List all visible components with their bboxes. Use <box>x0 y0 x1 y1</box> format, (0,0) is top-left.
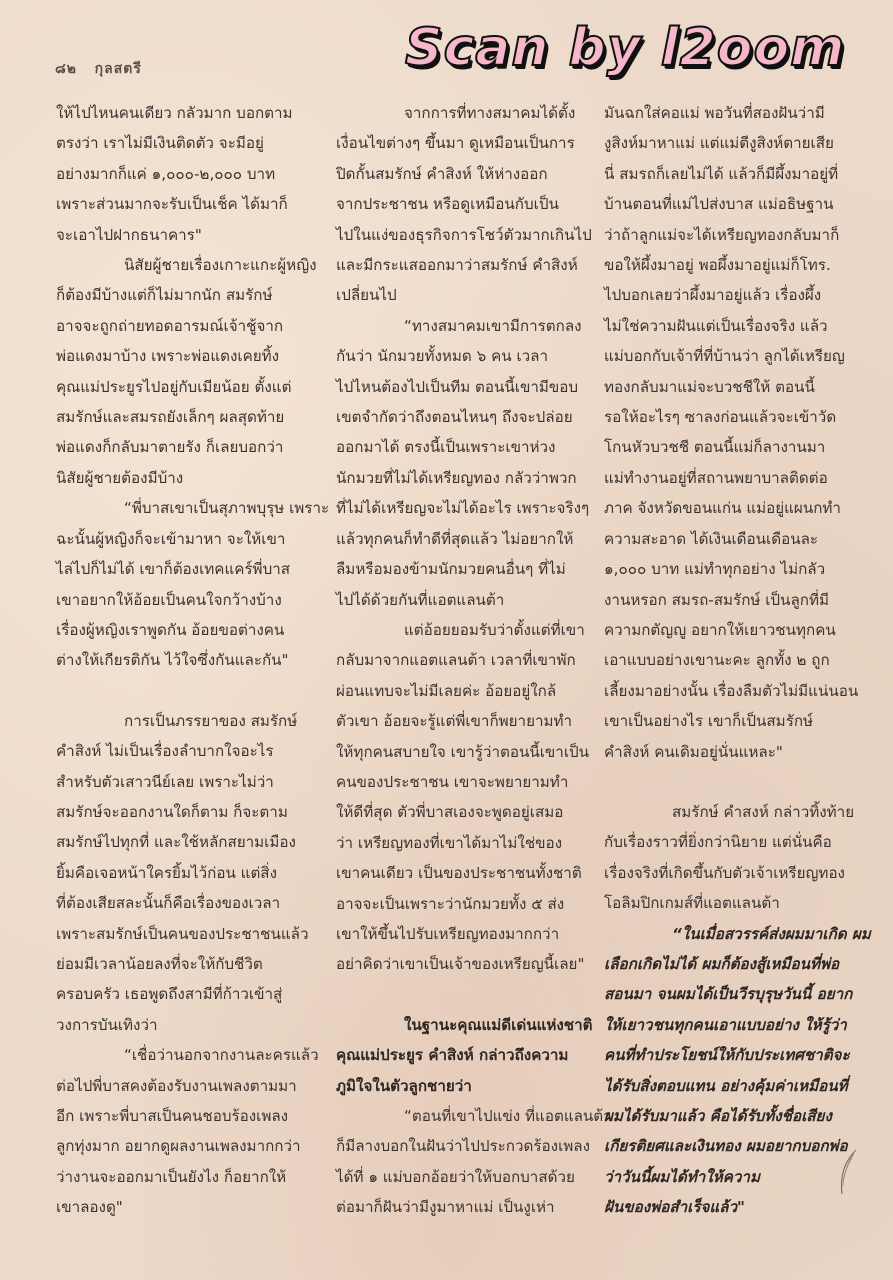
text-line: ยิ้มคือเจอหน้าใครยิ้มไว้ก่อน แต่สิ่ง <box>56 863 277 882</box>
text-line: เขาให้ขึ้นไปรับเหรียญทองมากกว่า <box>336 924 560 943</box>
text-line: กลับมาจากแอตแลนต้า เวลาที่เขาพัก <box>336 651 576 670</box>
text-line: ลูกทุ่งมาก อยากดูผลงานเพลงมากกว่า <box>56 1137 301 1156</box>
text-line: ได้ที่ ๑ แม่บอกอ้อยว่าให้บอกบาสด้วย <box>336 1167 575 1186</box>
text-line: ภูมิใจในตัวลูกชายว่า <box>336 1076 472 1095</box>
text-line: ว่างานจะออกมาเป็นยังไง ก็อยากให้ <box>56 1167 287 1186</box>
text-line: ฝันของพ่อสำเร็จแล้ว" <box>604 1198 745 1217</box>
text-line: คุณแม่ประยูร คำสิงห์ กล่าวถึงความ <box>336 1046 569 1065</box>
text-line: โอลิมปิกเกมส์ที่แอตแลนต้า <box>604 894 780 913</box>
text-line: ปิดกั้นสมรักษ์ คำสิงห์ ให้ห่างออก <box>336 164 548 183</box>
text-line: ไปในแง่ของธุรกิจการโชว์ตัวมากเกินไป <box>336 225 592 244</box>
text-line: ให้ดีที่สุด ตัวพี่บาสเองจะพูดอยู่เสมอ <box>336 803 564 822</box>
text-line: ที่ต้องเสียสละนั้นก็คือเรื่องของเวลา <box>56 894 281 913</box>
text-line: ฉะนั้นผู้หญิงก็จะเข้ามาหา จะให้เขา <box>56 529 286 548</box>
text-line: ที่ไม่ได้เหรียญจะไม่ได้อะไร เพราะจริงๆ <box>336 499 590 518</box>
scan-watermark: Scan by l2oom <box>405 18 846 78</box>
text-line: เกียรติยศและเงินทอง ผมอยากบอกพ่อ <box>604 1137 848 1156</box>
text-line: ไปได้ด้วยกันที่แอตแลนต้า <box>336 590 505 609</box>
text-line: คำสิงห์ ไม่เป็นเรื่องลำบากใจอะไร <box>56 742 274 761</box>
text-line: เขาคนเดียว เป็นของประชาชนทั้งชาติ <box>336 864 582 883</box>
body-paragraph <box>336 311 598 615</box>
text-line: สมรักษ์ไปทุกที่ และใช้หลักสยามเมือง <box>56 833 296 852</box>
text-line: พ่อแดงมาบ้าง เพราะพ่อแดงเคยทิ้ง <box>56 347 280 366</box>
text-line: ต่างให้เกียรติกัน ไว้ใจซึ่งกันและกัน" <box>56 651 289 670</box>
text-line: อาจจะเป็นเพราะว่านักมวยทั้ง ๕ ส่ง <box>336 894 565 913</box>
text-line: “ตอนที่เขาไปแข่ง ที่แอตแลนต้า <box>404 1107 612 1125</box>
paragraph-spacer <box>336 980 598 1010</box>
text-line: เพราะสมรักษ์เป็นคนของประชาชนแล้ว <box>56 924 309 943</box>
text-line: มันฉกใส่คอแม่ พอวันที่สองฝันว่ามี <box>604 104 825 122</box>
text-line: ความสะอาด ได้เงินเดือนเดือนละ <box>604 529 819 548</box>
text-line: นักมวยที่ไม่ได้เหรียญทอง กลัวว่าพวก <box>336 468 577 487</box>
text-line: สมรักษ์จะออกงานใดก็ตาม ก็จะตาม <box>56 802 288 821</box>
body-paragraph <box>336 98 598 311</box>
text-line: ให้เยาวชนทุกคนเอาแบบอย่าง ให้รู้ว่า <box>604 1015 847 1034</box>
text-line: ครอบครัว เธอพูดถึงสามีที่ก้าวเข้าสู่ <box>56 985 283 1004</box>
text-line: ไปบอกเลยว่าผึ้งมาอยู่แล้ว เรื่องผึ้ง <box>604 286 822 305</box>
article-column-2 <box>336 98 612 1223</box>
text-line: ผมได้รับมาแล้ว คือได้รับทั้งชื่อเสียง <box>604 1107 832 1125</box>
text-line: ตรงว่า เราไม่มีเงินติดตัว จะมีอยู่ <box>56 134 264 153</box>
text-line: กับเรื่องราวที่ยิ่งกว่านิยาย แต่นั่นคือ <box>604 833 832 852</box>
text-line: งูสิงห์มาหาแม่ แต่แม่ตีงูสิงห์ตายเสีย <box>604 134 834 153</box>
text-line: ภาค จังหวัดขอนแก่น แม่อยู่แผนกทำ <box>604 499 841 518</box>
text-line: วงการบันเทิงว่า <box>56 1015 158 1034</box>
text-line: รอให้อะไรๆ ซาลงก่อนแล้วจะเข้าวัด <box>604 408 837 427</box>
text-line: และมีกระแสออกมาว่าสมรักษ์ คำสิงห์ <box>336 256 578 275</box>
text-line: แม่บอกกับเจ้าที่ที่บ้านว่า ลูกได้เหรียญ <box>604 347 845 366</box>
text-line: ตัวเขา อ้อยจะรู้แต่พี่เขาก็พยายามทำ <box>336 712 573 731</box>
text-line: ๑,๐๐๐ บาท แม่ทำทุกอย่าง ไม่กลัว <box>604 560 826 579</box>
text-line: คนของประชาชน เขาจะพยายามทำ <box>336 772 569 791</box>
text-line: เรื่องผู้หญิงเราพูดกัน อ้อยขอต่างคน <box>56 620 285 639</box>
text-line: ว่าวันนี้ผมได้ทำให้ความ <box>604 1167 760 1186</box>
text-line: อย่าคิดว่าเขาเป็นเจ้าของเหรียญนี้เลย" <box>336 955 585 974</box>
text-line: ไม่ใช่ความฝันแต่เป็นเรื่องจริง แล้ว <box>604 316 828 335</box>
article-column-3 <box>604 98 871 1223</box>
text-line: จากประชาชน หรือดูเหมือนกับเป็น <box>336 195 559 214</box>
text-line: พ่อแดงก็กลับมาตายรัง ก็เลยบอกว่า <box>56 438 284 457</box>
text-line: “ทางสมาคมเขามีการตกลง <box>404 316 582 335</box>
body-paragraph <box>56 1040 318 1222</box>
text-line: ก็มีลางบอกในฝันว่าไปประกวดร้องเพลง <box>336 1137 590 1156</box>
text-line: ขอให้ผึ้งมาอยู่ พอผึ้งมาอยู่แม่ก็โทร. <box>604 256 831 275</box>
text-line: ลืมหรือมองข้ามนักมวยคนอื่นๆ ที่ไม่ <box>336 560 566 579</box>
text-line: แล้วทุกคนก็ทำดีที่สุดแล้ว ไม่อยากให้ <box>336 529 574 548</box>
paragraph-spacer <box>56 676 318 706</box>
text-line: เลือกเกิดไม่ได้ ผมก็ต้องสู้เหมือนที่พ่อ <box>604 954 840 973</box>
magazine-name: กุลสตรี <box>94 61 142 77</box>
text-line: ในฐานะคุณแม่ดีเด่นแห่งชาติ <box>404 1015 593 1034</box>
text-line: เขาเป็นอย่างไร เขาก็เป็นสมรักษ์ <box>604 712 814 731</box>
text-line: สมรักษ์และสมรถยังเล็กๆ ผลสุดท้าย <box>56 408 285 427</box>
page-header <box>55 58 142 80</box>
body-paragraph <box>56 493 330 675</box>
text-line: เขตจำกัดว่าถึงตอนไหนๆ ถึงจะปล่อย <box>336 408 573 427</box>
text-line: โกนหัวบวชชี ตอนนี้แม่ก็ลางานมา <box>604 438 826 457</box>
text-line: แต่อ้อยยอมรับว่าตั้งแต่ที่เขา <box>404 620 585 639</box>
text-line: สำหรับตัวเสาวนีย์เลย เพราะไม่ว่า <box>56 772 274 791</box>
text-line: งานหรอก สมรถ-สมรักษ์ เป็นลูกที่มี <box>604 590 829 609</box>
text-line: การเป็นภรรยาของ สมรักษ์ <box>124 711 298 730</box>
body-paragraph <box>56 706 318 1040</box>
text-line: เลี้ยงมาอย่างนั้น เรื่องลืมตัวไม่มีแน่นอน <box>604 681 859 700</box>
text-line: เปลี่ยนไป <box>336 286 397 305</box>
text-line: “พี่บาสเขาเป็นสุภาพบุรุษ เพราะ <box>124 499 330 518</box>
text-line: เพราะส่วนมากจะรับเป็นเช็ค ได้มาก็ <box>56 195 288 214</box>
text-line: จะเอาไปฝากธนาคาร" <box>56 225 202 244</box>
text-line: อาจจะถูกถ่ายทอดอารมณ์เจ้าชู้จาก <box>56 316 284 335</box>
text-line: “ในเมื่อสวรรค์ส่งผมมาเกิด ผม <box>672 924 871 943</box>
text-line: เอาแบบอย่างเขานะคะ ลูกทั้ง ๒ ถูก <box>604 651 830 670</box>
text-line: ไล่ไปก็ไม่ได้ เขาก็ต้องเทคแคร์พี่บาส <box>56 560 291 579</box>
feather-end-mark-icon <box>836 1148 862 1198</box>
text-line: คนที่ทำประโยชน์ให้กับประเทศชาติจะ <box>604 1046 850 1065</box>
text-line: แม่ทำงานอยู่ที่สถานพยาบาลติดต่อ <box>604 468 828 487</box>
text-line: ผ่อนแทบจะไม่มีเลยค่ะ อ้อยอยู่ใกล้ <box>336 681 557 700</box>
text-line: ออกมาได้ ตรงนี้เป็นเพราะเขาห่วง <box>336 438 556 457</box>
text-line: ก็ต้องมีบ้างแต่ก็ไม่มากนัก สมรักษ์ <box>56 286 273 305</box>
text-line: “เชื่อว่านอกจากงานละครแล้ว <box>124 1046 319 1065</box>
text-line: ทองกลับมาแม่จะบวชชีให้ ตอนนี้ <box>604 377 815 396</box>
text-line: นี่ สมรถก็เลยไม่ได้ แล้วก็มีผึ้งมาอยู่ที่ <box>604 164 839 183</box>
text-line: สมรักษ์ คำสงห์ กล่าวทิ้งท้าย <box>672 802 855 821</box>
text-line: เขาลองดู" <box>56 1198 123 1217</box>
body-paragraph <box>604 797 866 919</box>
text-line: เรื่องจริงที่เกิดขึ้นกับตัวเจ้าเหรียญทอง <box>604 863 845 882</box>
text-line: ต่อไปพี่บาสคงต้องรับงานเพลงตามมา <box>56 1076 297 1095</box>
text-line: ให้ทุกคนสบายใจ เขารู้ว่าตอนนี้เขาเป็น <box>336 742 590 761</box>
text-line: นิสัยผู้ชายต้องมีบ้าง <box>56 468 184 487</box>
text-line: ว่า เหรียญทองที่เขาได้มาไม่ใช่ของ <box>336 833 563 852</box>
text-line: สอนมา จนผมได้เป็นวีรบุรุษวันนี้ อยาก <box>604 985 853 1004</box>
closing-quote-paragraph <box>604 919 871 1223</box>
body-paragraph <box>56 250 318 493</box>
text-line: ความกตัญญู อยากให้เยาวชนทุกคน <box>604 620 836 639</box>
text-line: บ้านตอนที่แม่ไปส่งบาส แม่อธิษฐาน <box>604 195 834 214</box>
subheading-paragraph <box>336 1010 598 1101</box>
text-line: ย่อมมีเวลาน้อยลงที่จะให้กับชีวิต <box>56 954 263 973</box>
text-line: ไปไหนต้องไปเป็นทีม ตอนนี้เขามีขอบ <box>336 377 579 396</box>
body-paragraph <box>336 1101 612 1223</box>
paragraph-spacer <box>604 767 866 797</box>
text-line: เขาอยากให้อ้อยเป็นคนใจกว้างบ้าง <box>56 590 282 609</box>
text-line: เงื่อนไขต่างๆ ขึ้นมา ดูเหมือนเป็นการ <box>336 134 575 153</box>
text-line: คำสิงห์ คนเดิมอยู่นั่นแหละ" <box>604 742 783 761</box>
article-column-1 <box>56 98 330 1223</box>
text-line: ว่าถ้าลูกแม่จะได้เหรียญทองกลับมาก็ <box>604 225 840 244</box>
text-line: นิสัยผู้ชายเรื่องเกาะแกะผู้หญิง <box>124 256 317 275</box>
text-line: คุณแม่ประยูรไปอยู่กับเมียน้อย ตั้งแต่ <box>56 377 292 396</box>
text-line: ได้รับสิ่งตอบแทน อย่างคุ้มค่าเหมือนที่ <box>604 1076 848 1095</box>
page-number: ๘๒ <box>55 61 78 77</box>
body-paragraph <box>604 98 866 767</box>
text-line: อย่างมากก็แค่ ๑,๐๐๐-๒,๐๐๐ บาท <box>56 164 276 183</box>
text-line: กันว่า นักมวยทั้งหมด ๖ คน เวลา <box>336 347 549 366</box>
text-line: จากการที่ทางสมาคมได้ตั้ง <box>404 104 576 122</box>
text-line: ให้ไปไหนคนเดียว กลัวมาก บอกตาม <box>56 104 293 122</box>
text-line: อีก เพราะพี่บาสเป็นคนชอบร้องเพลง <box>56 1107 289 1125</box>
text-line: ต่อมาก็ฝันว่ามีงูมาหาแม่ เป็นงูเห่า <box>336 1198 555 1217</box>
body-paragraph <box>56 98 318 250</box>
body-paragraph <box>336 615 598 980</box>
